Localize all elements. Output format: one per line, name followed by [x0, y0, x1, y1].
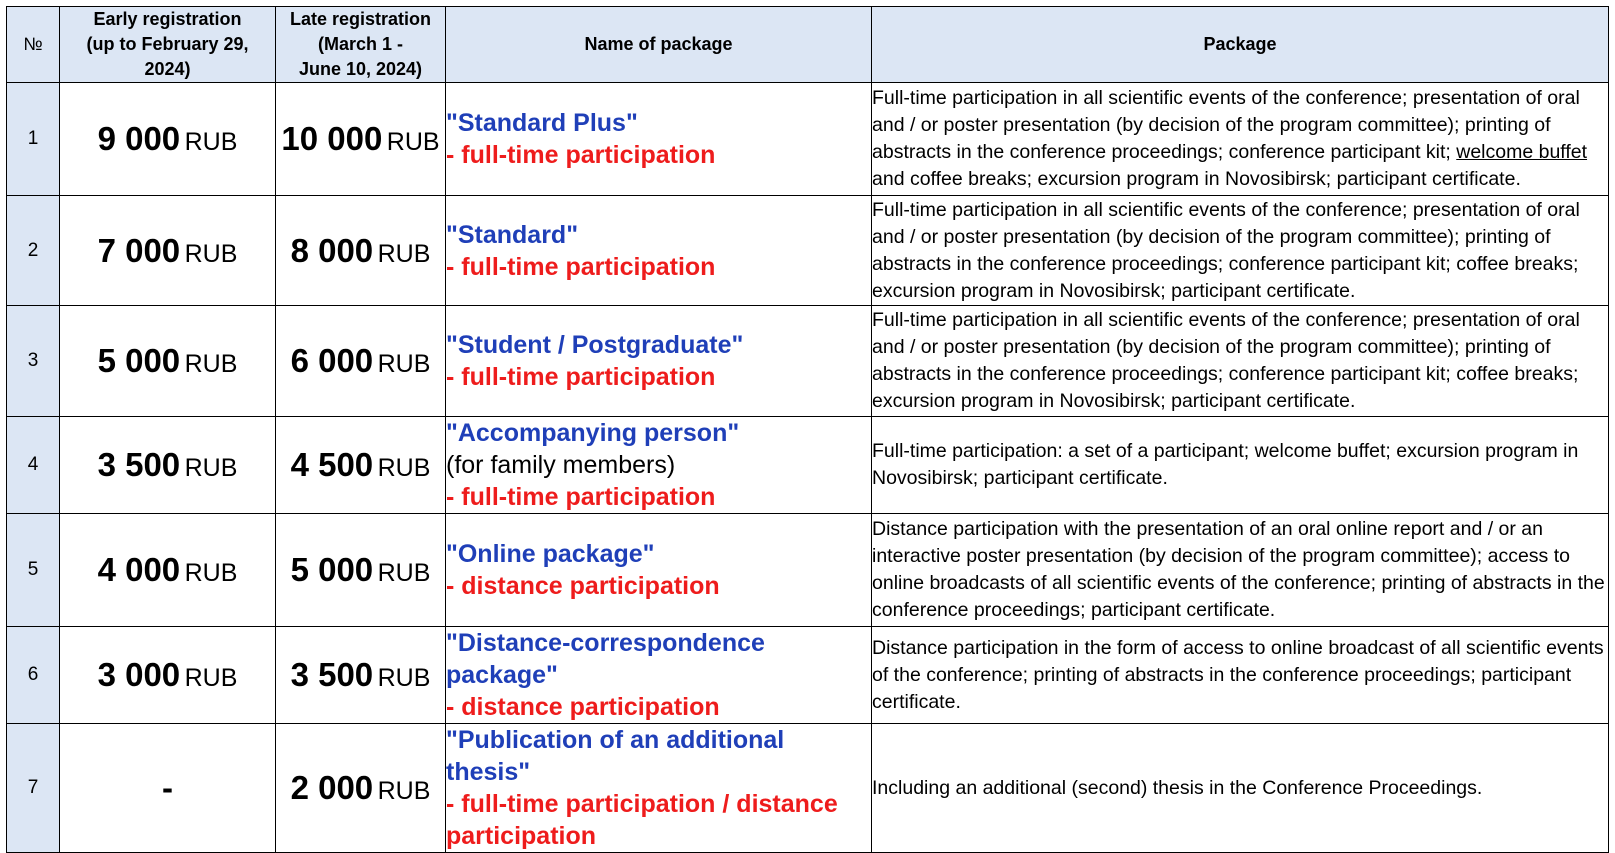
header-package: Package [872, 7, 1609, 83]
table-row [7, 196, 1609, 306]
participation-mode: - full-time participation [446, 141, 716, 169]
late-price: 10 000 RUB [276, 83, 446, 196]
row-number: 4 [7, 417, 60, 514]
table-row [7, 306, 1609, 417]
early-price: 7 000 RUB [60, 196, 276, 306]
table-row [7, 514, 1609, 627]
early-price: 5 000 RUB [60, 306, 276, 417]
late-price: 4 500 RUB [276, 417, 446, 514]
header-early-registration: Early registration (up to February 29, 2024) [60, 7, 276, 83]
early-price: - [60, 724, 276, 853]
participation-mode: - distance participation [446, 572, 720, 600]
participation-mode: - full-time participation [446, 252, 716, 281]
table-row [7, 83, 1609, 196]
package-title: "Online package" [446, 540, 655, 568]
package-name [446, 196, 872, 306]
header-row [7, 7, 1609, 83]
late-price: 5 000 RUB [276, 514, 446, 627]
package-title: "Distance-correspondence package" [446, 629, 765, 689]
package-note: (for family members) [446, 451, 676, 479]
header-name-of-package: Name of package [446, 7, 872, 83]
early-price: 9 000 RUB [60, 83, 276, 196]
row-number: 7 [7, 724, 60, 853]
package-description: Including an additional (second) thesis in the Conference Proceedings. [872, 724, 1609, 853]
row-number: 2 [7, 196, 60, 306]
package-title: "Standard Plus" [446, 109, 638, 137]
participation-mode: - distance participation [446, 693, 720, 721]
late-price: 2 000 RUB [276, 724, 446, 853]
late-price: 6 000 RUB [276, 306, 446, 417]
package-description: Full-time participation: a set of a participant; welcome buffet; excursion program in Novosibirsk; participant certificate. [872, 417, 1609, 514]
package-title: "Accompanying person" [446, 419, 740, 447]
late-price: 3 500 RUB [276, 627, 446, 724]
package-name [446, 83, 872, 196]
row-number: 6 [7, 627, 60, 724]
package-description: Distance participation with the presentation of an oral online report and / or an interactive poster presentation (by decision of the program committee); access to online broadcasts of all scientific events of the conference; printing of abstracts in the conference proceedings; participant certificate. [872, 514, 1609, 627]
participation-mode: - full-time participation [446, 363, 716, 391]
package-name [446, 306, 872, 417]
table-row [7, 417, 1609, 514]
row-number: 3 [7, 306, 60, 417]
header-late-registration: Late registration (March 1 - June 10, 2024) [276, 7, 446, 83]
table-row [7, 627, 1609, 724]
participation-mode: - full-time participation [446, 483, 716, 511]
package-name [446, 627, 872, 724]
package-title: "Student / Postgraduate" [446, 331, 744, 359]
package-description: Full-time participation in all scientific events of the conference; presentation of oral and / or poster presentation (by decision of the program committee); printing of abstracts in the conference proceedings; conference participant kit; coffee breaks; excursion program in Novosibirsk; participant certificate. [872, 196, 1609, 306]
row-number: 1 [7, 83, 60, 196]
late-price: 8 000 RUB [276, 196, 446, 306]
registration-fees-table [6, 6, 1609, 853]
early-price: 3 500 RUB [60, 417, 276, 514]
package-name [446, 724, 872, 853]
participation-mode: - full-time participation / distance participation [446, 790, 838, 850]
package-name [446, 417, 872, 514]
header-number: № [7, 7, 60, 83]
package-description: Full-time participation in all scientific events of the conference; presentation of oral and / or poster presentation (by decision of the program committee); printing of abstracts in the conference proceedings; conference participant kit; welcome buffet and coffee breaks; excursion program in Novosibirsk; participant certificate. [872, 83, 1609, 196]
early-price: 4 000 RUB [60, 514, 276, 627]
table-row [7, 724, 1609, 853]
row-number: 5 [7, 514, 60, 627]
package-description: Full-time participation in all scientific events of the conference; presentation of oral and / or poster presentation (by decision of the program committee); printing of abstracts in the conference proceedings; conference participant kit; coffee breaks; excursion program in Novosibirsk; participant certificate. [872, 306, 1609, 417]
package-title: "Standard" [446, 220, 579, 249]
package-name [446, 514, 872, 627]
package-title: "Publication of an additional thesis" [446, 726, 785, 786]
package-description: Distance participation in the form of access to online broadcast of all scientific events of the conference; printing of abstracts in the conference proceedings; participant certificate. [872, 627, 1609, 724]
early-price: 3 000 RUB [60, 627, 276, 724]
